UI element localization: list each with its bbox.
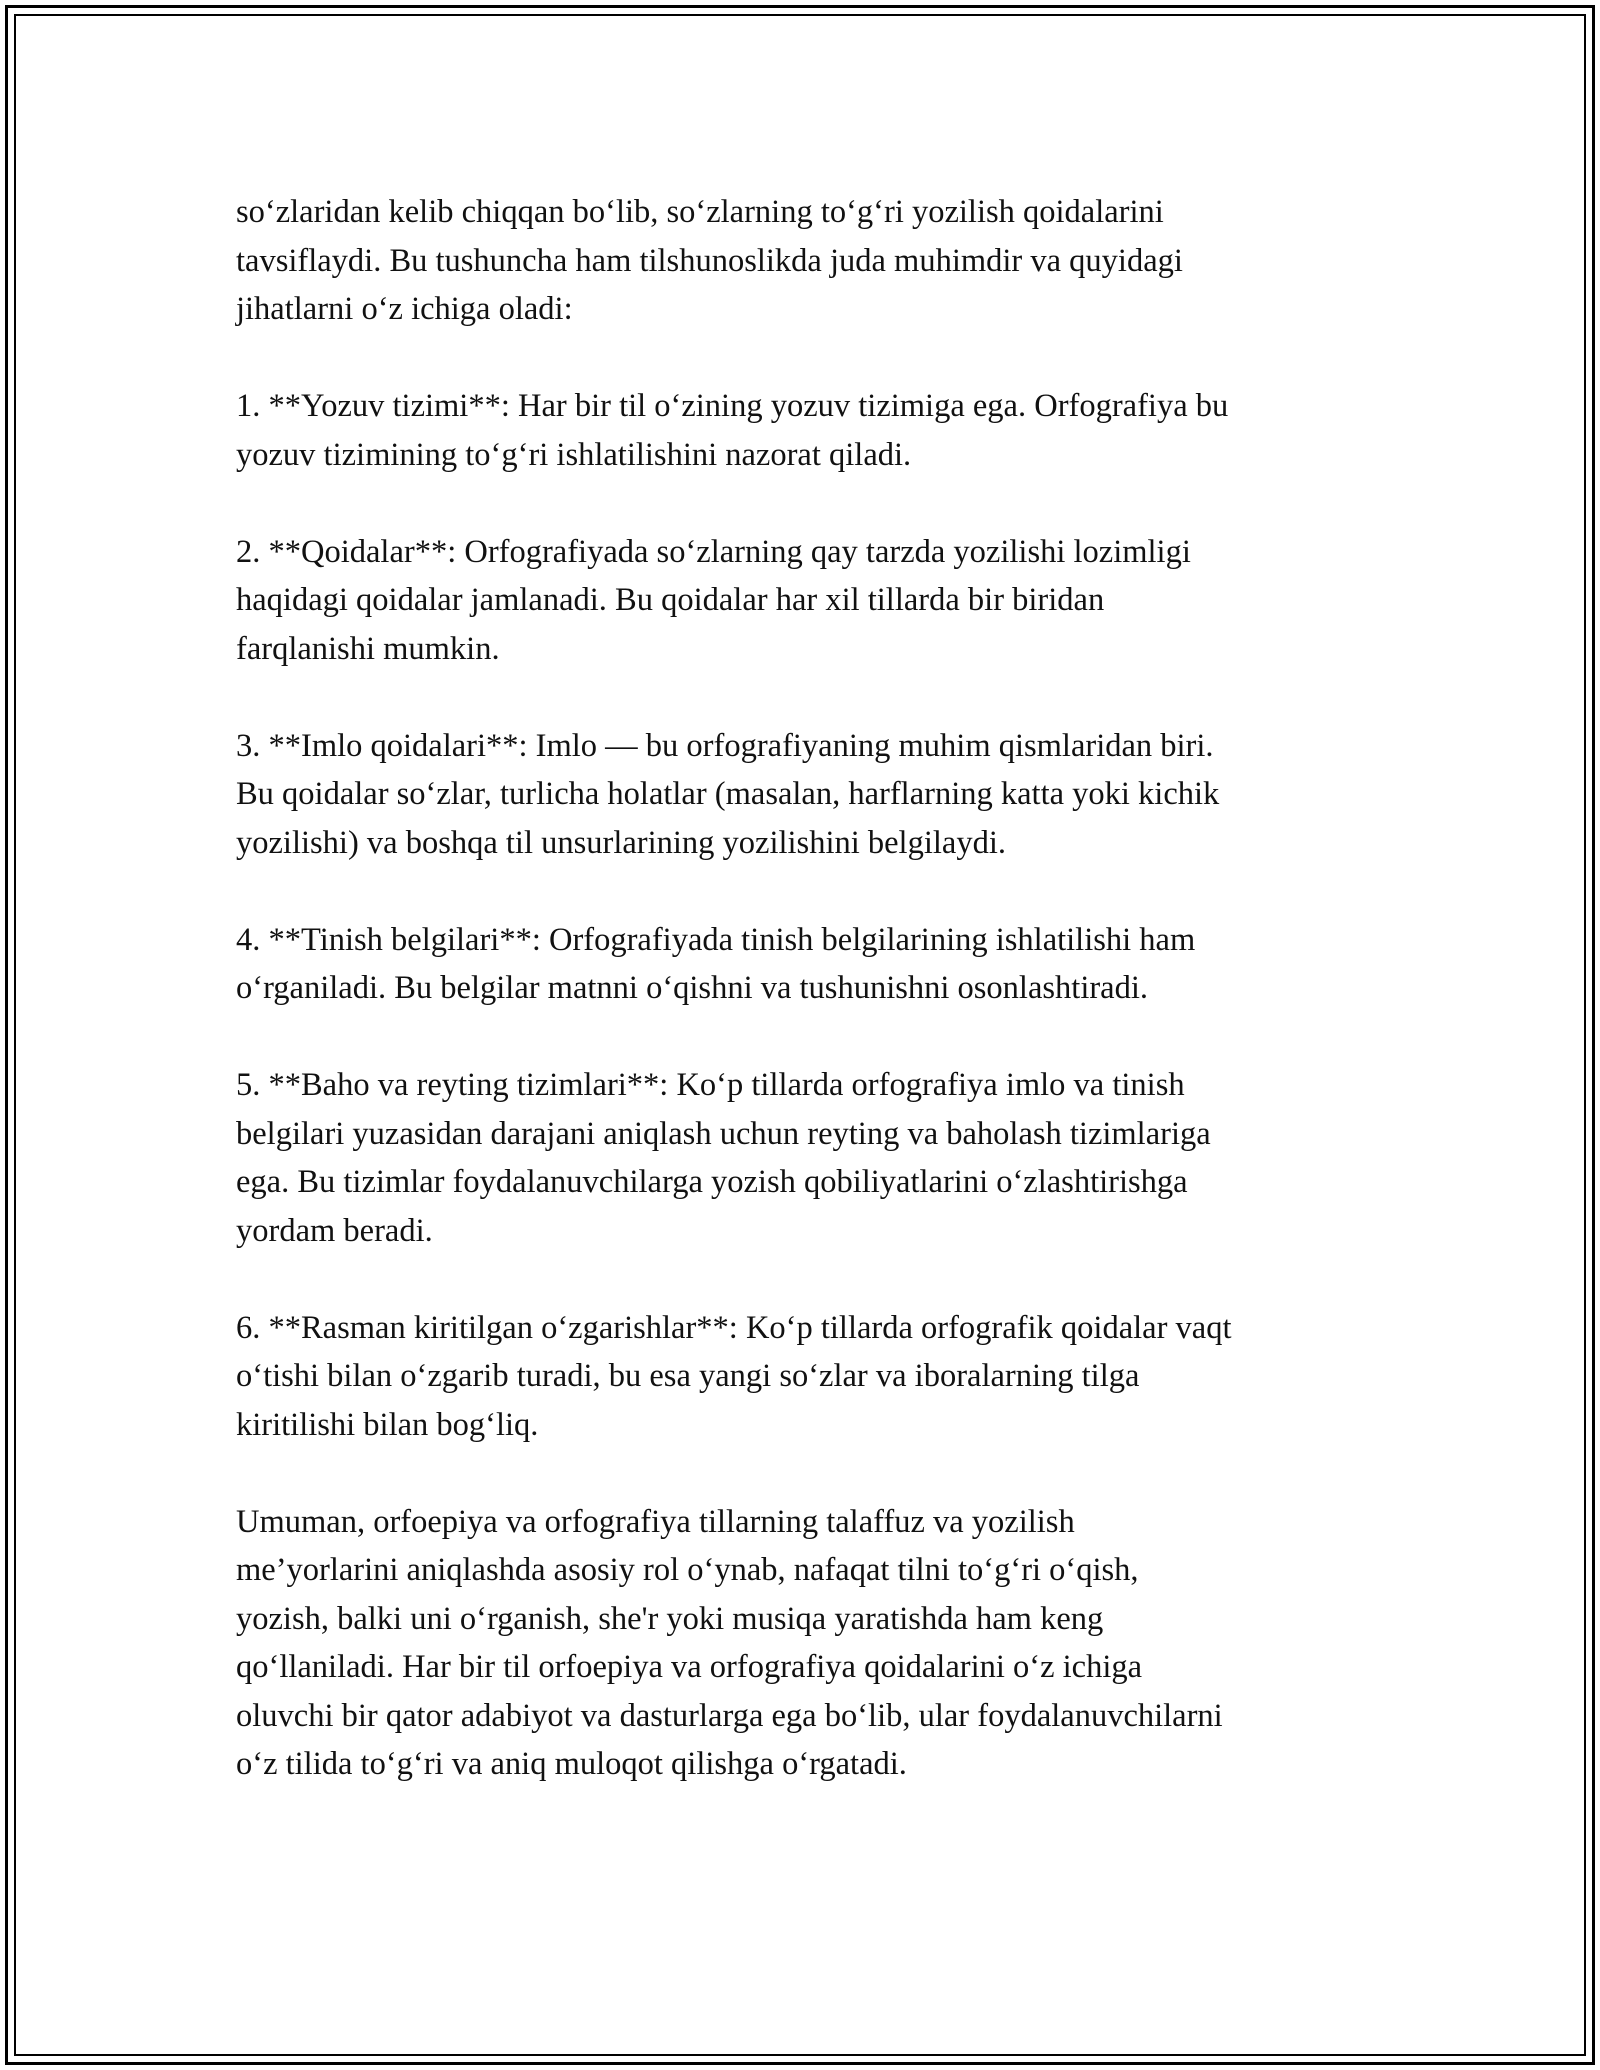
text-line: 6. **Rasman kiritilgan o‘zgarishlar**: Ko‘p tillarda orfografik qoidalar vaqt — [236, 1309, 1232, 1346]
text-line: ega. Bu tizimlar foydalanuvchilarga yozish qobiliyatlarini o‘zlashtirishga — [236, 1164, 1188, 1200]
text-line: 1. **Yozuv tizimi**: Har bir til o‘zining yozuv tizimiga ega. Orfografiya bu — [236, 388, 1229, 424]
text-line: o‘tishi bilan o‘zgarib turadi, bu esa yangi so‘zlar va iboralarning tilga — [236, 1358, 1140, 1394]
text-line: belgilari yuzasidan darajani aniqlash uchun reyting va baholash tizimlariga — [236, 1115, 1211, 1152]
list-item-3 — [236, 722, 1386, 868]
text-line: yordam beradi. — [236, 1212, 433, 1249]
conclusion-paragraph — [236, 1498, 1386, 1789]
text-line: Umuman, orfoepiya va orfografiya tillarning talaffuz va yozilish — [236, 1503, 1075, 1540]
text-line: Bu qoidalar so‘zlar, turlicha holatlar (masalan, harflarning katta yoki kichik — [236, 776, 1220, 812]
text-line: yozilishi) va boshqa til unsurlarining yozilishini belgilaydi. — [236, 824, 1006, 861]
text-line: farqlanishi mumkin. — [236, 630, 500, 667]
list-item-2 — [236, 528, 1386, 674]
document-body — [236, 188, 1386, 1789]
text-line: tavsiflaydi. Bu tushuncha ham tilshunoslikda juda muhimdir va quyidagi — [236, 242, 1183, 279]
list-item-1 — [236, 382, 1386, 479]
text-line: yozuv tizimining to‘g‘ri ishlatilishini nazorat qiladi. — [236, 436, 912, 473]
text-line: 3. **Imlo qoidalari**: Imlo — bu orfografiyaning muhim qismlaridan biri. — [236, 727, 1214, 764]
text-line: so‘zlaridan kelib chiqqan bo‘lib, so‘zlarning to‘g‘ri yozilish qoidalarini — [236, 194, 1164, 230]
text-line: o‘rganiladi. Bu belgilar matnni o‘qishni va tushunishni osonlashtiradi. — [236, 970, 1148, 1006]
list-item-5 — [236, 1061, 1386, 1255]
text-line: 5. **Baho va reyting tizimlari**: Ko‘p tillarda orfografiya imlo va tinish — [236, 1067, 1185, 1103]
text-line: me’yorlarini aniqlashda asosiy rol o‘ynab, nafaqat tilni to‘g‘ri o‘qish, — [236, 1552, 1139, 1588]
text-line: haqidagi qoidalar jamlanadi. Bu qoidalar har xil tillarda bir biridan — [236, 582, 1105, 618]
intro-paragraph — [236, 188, 1386, 334]
text-line: qo‘llaniladi. Har bir til orfoepiya va orfografiya qoidalarini o‘z ichiga — [236, 1649, 1143, 1685]
list-item-6 — [236, 1304, 1386, 1450]
text-line: oluvchi bir qator adabiyot va dasturlarga ega bo‘lib, ular foydalanuvchilarni — [236, 1697, 1223, 1734]
text-line: o‘z tilida to‘g‘ri va aniq muloqot qilishga o‘rgatadi. — [236, 1746, 907, 1782]
text-line: jihatlarni o‘z ichiga oladi: — [236, 291, 573, 327]
text-line: kiritilishi bilan bog‘liq. — [236, 1406, 539, 1443]
text-line: 4. **Tinish belgilari**: Orfografiyada tinish belgilarining ishlatilishi ham — [236, 921, 1196, 958]
list-item-4 — [236, 916, 1386, 1013]
text-line: 2. **Qoidalar**: Orfografiyada so‘zlarning qay tarzda yozilishi lozimligi — [236, 533, 1191, 570]
text-line: yozish, balki uni o‘rganish, she'r yoki musiqa yaratishda ham keng — [236, 1600, 1104, 1637]
